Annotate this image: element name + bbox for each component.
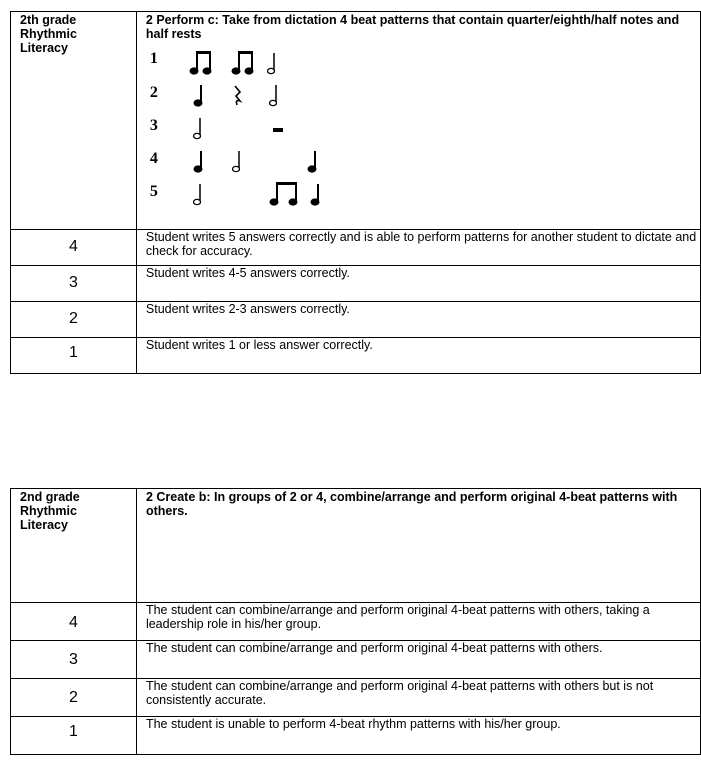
score-row [11,266,701,302]
task-text: 2 Create b: In groups of 2 or 4, combine/arrange and perform original 4-beat patterns with others. [145,490,678,518]
half-note [193,118,200,139]
score-value: 2 [11,679,137,717]
score-value: 4 [11,230,137,266]
grade-label [11,12,137,230]
score-description: The student is unable to perform 4-beat rhythm patterns with his/her group. [136,717,700,755]
pattern-number: 2 [149,84,158,101]
quarter-note [308,151,315,172]
half-note [269,85,276,106]
score-value: 2 [11,302,137,338]
quarter-rest [235,86,240,105]
half-note [193,184,200,205]
score-row [11,603,701,641]
rhythm-patterns [146,41,700,226]
score-row [11,338,701,374]
eighth-pair-note [270,182,297,205]
grade-label [11,489,137,603]
score-description: The student can combine/arrange and perform original 4-beat patterns with others. [136,641,700,679]
score-description: Student writes 4-5 answers correctly. [136,266,700,302]
grade-label-text: 2nd grade Rhythmic Literacy [20,490,80,532]
score-row [11,679,701,717]
quarter-note [194,151,201,172]
task-cell [136,12,700,230]
score-row [11,230,701,266]
pattern-number: 5 [149,183,158,200]
rubric-table-2 [10,488,701,755]
half-note [232,151,239,172]
score-description: Student writes 1 or less answer correctly. [136,338,700,374]
half-note [267,53,274,74]
score-value: 1 [11,338,137,374]
pattern-number: 1 [149,50,158,67]
eighth-pair-note [232,51,253,74]
score-row [11,302,701,338]
pattern-number: 4 [149,150,158,167]
score-value: 3 [11,641,137,679]
task-text: 2 Perform c: Take from dictation 4 beat patterns that contain quarter/eighth/half notes and half rests [145,13,680,41]
score-value: 4 [11,603,137,641]
pattern-number: 3 [149,117,158,134]
score-description: Student writes 5 answers correctly and is able to perform patterns for another student to dictate and check for accuracy. [136,230,700,266]
task-cell [136,489,700,603]
score-description: Student writes 2-3 answers correctly. [136,302,700,338]
rhythm-notation [146,41,446,226]
score-description: The student can combine/arrange and perform original 4-beat patterns with others, taking a leadership role in his/her group. [136,603,700,641]
score-row [11,717,701,755]
half-rest [273,128,283,132]
quarter-note [194,85,201,106]
score-row [11,641,701,679]
quarter-note [311,184,318,205]
score-value: 1 [11,717,137,755]
eighth-pair-note [190,51,211,74]
rubric-table-1 [10,11,701,374]
score-value: 3 [11,266,137,302]
grade-label-text: 2th grade Rhythmic Literacy [20,13,77,55]
score-description: The student can combine/arrange and perform original 4-beat patterns with others but is not consistently accurate. [136,679,700,717]
